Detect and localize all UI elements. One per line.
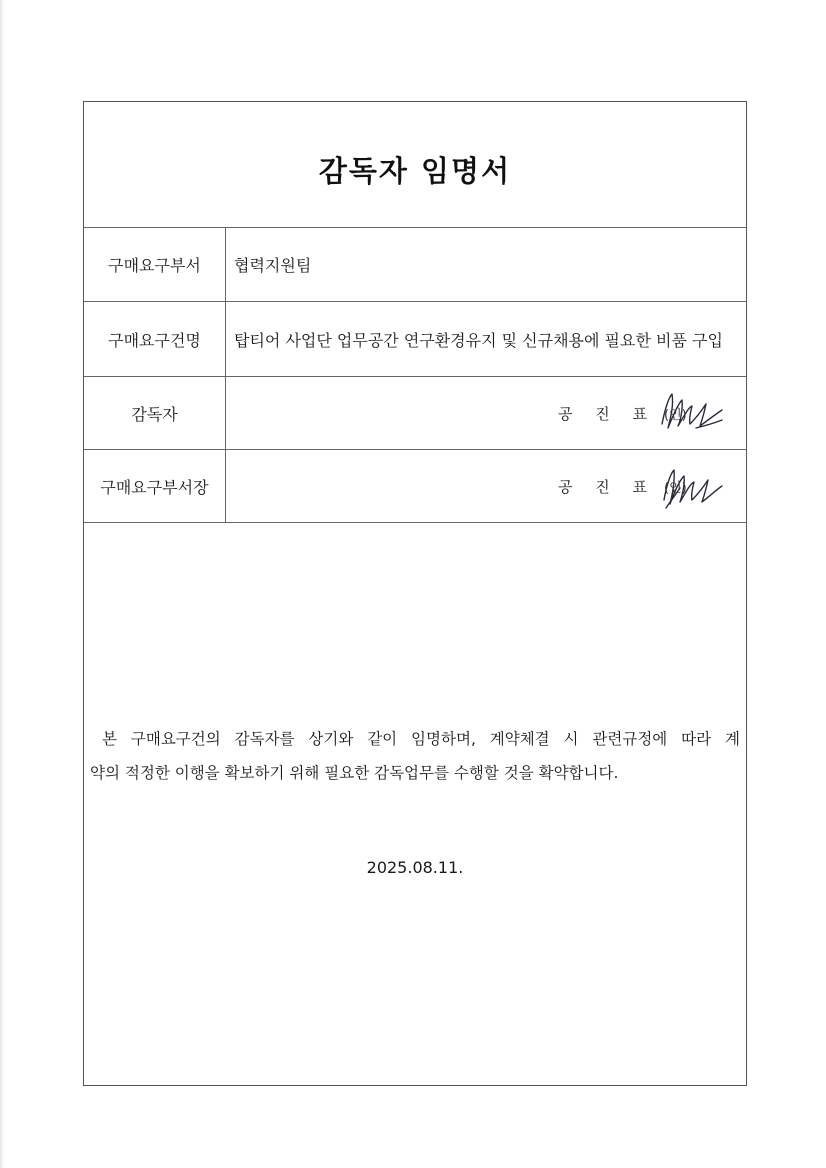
handwritten-signature-icon [656,384,728,442]
department-head-seal-text: (인) [664,481,687,496]
document-title: 감독자 임명서 [318,153,512,188]
department-label: 구매요구부서 [84,228,226,301]
department-head-label: 구매요구부서장 [84,450,226,523]
document-date: 2025.08.11. [366,858,464,877]
department-head-seal [662,462,726,512]
scan-edge-shadow [0,0,4,1168]
supervisor-sign-group [558,377,726,449]
subject-value: 탑티어 사업단 업무공간 연구환경유지 및 신규채용에 필요한 비품 구입 [234,330,723,350]
department-head-value [226,450,746,523]
department-value: 협력지원팀 [234,256,312,275]
statement-line-2: 약의 적정한 이행을 확보하기 위해 필요한 감독업무를 수행할 것을 확약합니다. [90,764,619,782]
appointment-statement [84,722,746,790]
subject-label: 구매요구건명 [84,302,226,376]
row-department-head [84,449,746,523]
handwritten-signature-icon [656,458,728,516]
row-subject [84,301,746,376]
statement-line-1: 본 구매요구건의 감독자를 상기와 같이 임명하며, 계약체결 시 관련규정에 따라 계 [102,730,740,748]
supervisor-label: 감독자 [84,377,226,449]
supervisor-name: 공 진 표 [557,404,656,423]
supervisor-seal-text: (인) [664,407,687,423]
appointment-form [83,101,747,1086]
supervisor-value [226,377,746,449]
row-supervisor [84,376,746,449]
department-head-name: 공 진 표 [557,478,656,496]
table-bottom-rule [84,522,746,523]
title-block [84,102,746,228]
department-head-sign-group [558,450,726,523]
row-department [84,227,746,301]
supervisor-seal [662,388,726,438]
